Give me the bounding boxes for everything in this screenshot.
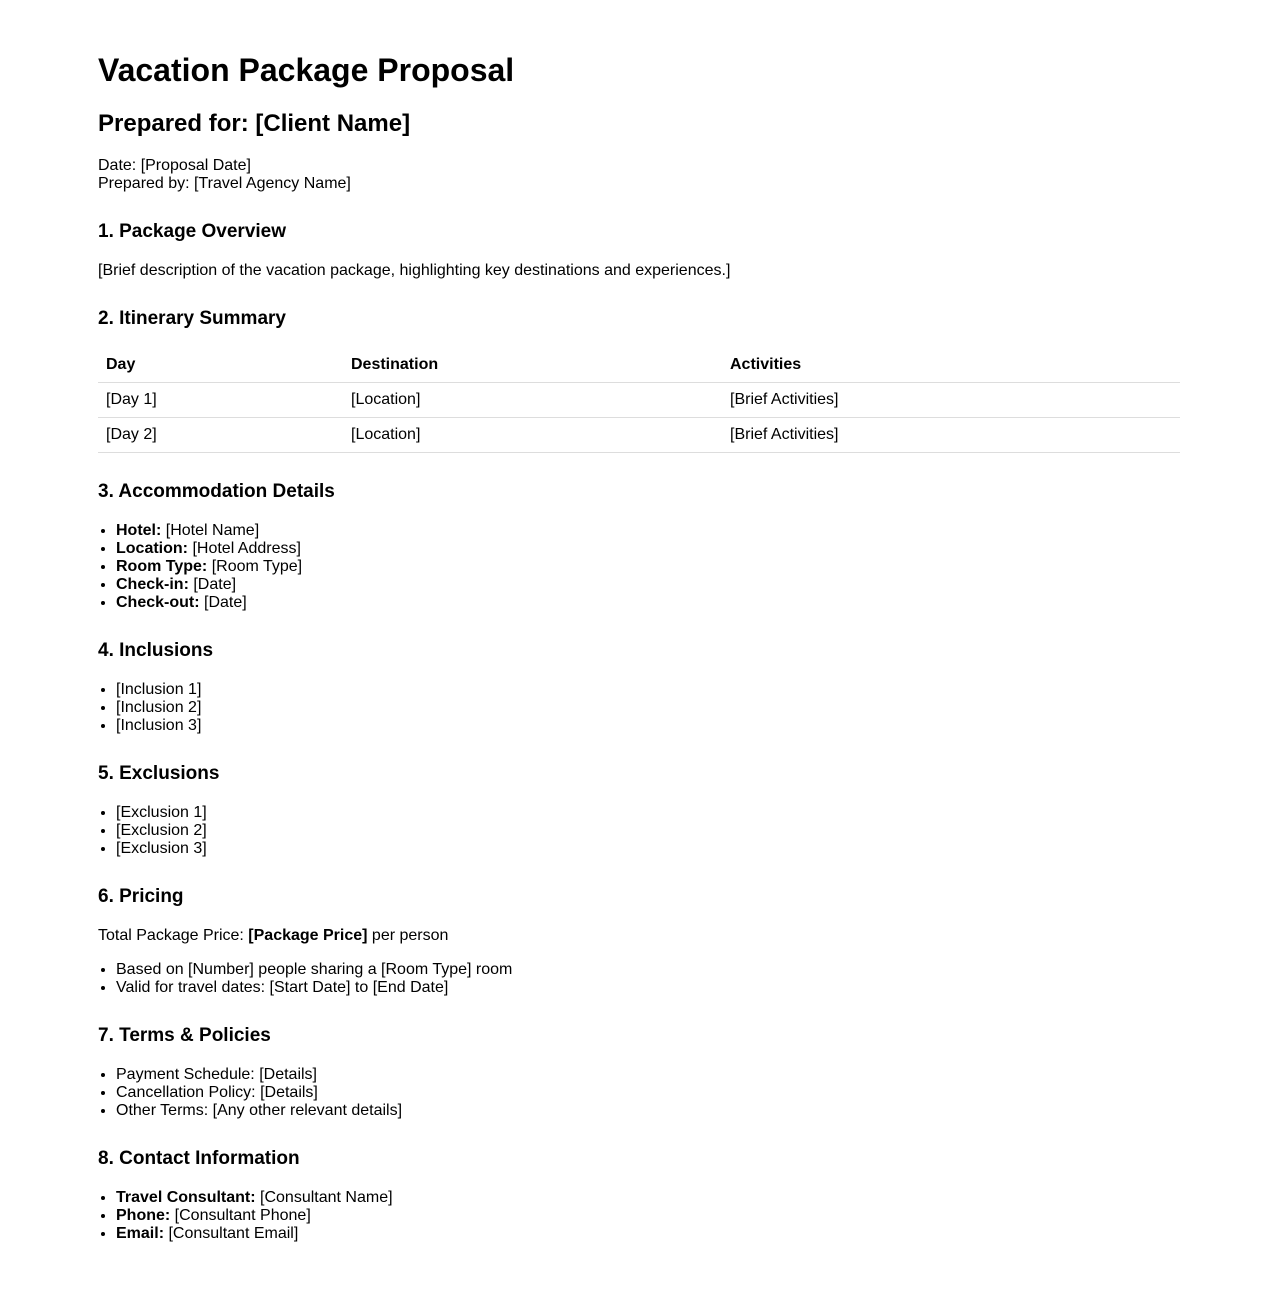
proposal-meta (98, 157, 1180, 193)
table-row (98, 383, 1180, 418)
package-price: [Package Price] (248, 927, 368, 944)
list-item: • [Inclusion 2] (116, 699, 1180, 717)
table-cell: [Location] (343, 383, 722, 418)
list-item: • Payment Schedule: [Details] (116, 1066, 1180, 1084)
table-cell: [Day 2] (98, 418, 343, 453)
item-label: Travel Consultant: (116, 1189, 256, 1206)
list-item (116, 576, 1180, 594)
exclusions-list (98, 804, 1180, 858)
item-value: [Consultant Phone] (170, 1207, 311, 1224)
list-item (116, 1207, 1180, 1225)
list-item: • Based on [Number] people sharing a [Room Type] room (116, 961, 1180, 979)
item-value: [Hotel Address] (188, 540, 301, 557)
column-header: Day (98, 348, 343, 383)
list-item (116, 540, 1180, 558)
table-cell: [Location] (343, 418, 722, 453)
itinerary-table (98, 348, 1180, 453)
list-item: • [Inclusion 3] (116, 717, 1180, 735)
contact-heading: 8. Contact Information (98, 1148, 300, 1169)
pricing-heading: 6. Pricing (98, 886, 184, 907)
pricing-list (98, 961, 1180, 997)
list-item: • Valid for travel dates: [Start Date] to [End Date] (116, 979, 1180, 997)
item-label: Location: (116, 540, 188, 557)
item-value: [Consultant Name] (255, 1189, 393, 1206)
inclusions-list (98, 681, 1180, 735)
item-label: Phone: (116, 1207, 171, 1224)
table-cell: [Brief Activities] (722, 418, 1180, 453)
price-prefix: Total Package Price: (98, 927, 249, 944)
overview-text: [Brief description of the vacation package, highlighting key destinations and experiences.] (98, 262, 731, 279)
column-header: Activities (722, 348, 1180, 383)
overview-heading: 1. Package Overview (98, 221, 287, 242)
list-item (116, 1225, 1180, 1243)
item-label: Check-out: (116, 594, 200, 611)
client-subtitle: Prepared for: [Client Name] (98, 110, 411, 137)
list-item (116, 558, 1180, 576)
list-item: • [Exclusion 2] (116, 822, 1180, 840)
item-value: [Date] (199, 594, 247, 611)
page-title: Vacation Package Proposal (98, 52, 515, 88)
item-label: Check-in: (116, 576, 189, 593)
inclusions-heading: 4. Inclusions (98, 640, 214, 661)
table-row (98, 418, 1180, 453)
table-cell: [Day 1] (98, 383, 343, 418)
list-item: • [Inclusion 1] (116, 681, 1180, 699)
total-price (98, 927, 1180, 945)
item-value: [Consultant Email] (164, 1225, 299, 1242)
item-label: Room Type: (116, 558, 208, 575)
list-item: • [Exclusion 3] (116, 840, 1180, 858)
accommodation-list (98, 522, 1180, 612)
item-label: Hotel: (116, 522, 162, 539)
item-value: [Room Type] (207, 558, 303, 575)
list-item: • Other Terms: [Any other relevant details] (116, 1102, 1180, 1120)
terms-list (98, 1066, 1180, 1120)
item-label: Email: (116, 1225, 165, 1242)
table-cell: [Brief Activities] (722, 383, 1180, 418)
terms-heading: 7. Terms & Policies (98, 1025, 271, 1046)
list-item (116, 594, 1180, 612)
accommodation-heading: 3. Accommodation Details (98, 481, 335, 502)
proposal-date: Date: [Proposal Date] (98, 157, 251, 174)
list-item: • [Exclusion 1] (116, 804, 1180, 822)
prepared-by: Prepared by: [Travel Agency Name] (98, 175, 351, 192)
price-suffix: per person (367, 927, 449, 944)
item-value: [Hotel Name] (161, 522, 260, 539)
contact-list (98, 1189, 1180, 1243)
list-item (116, 1189, 1180, 1207)
table-header-row (98, 348, 1180, 383)
item-value: [Date] (188, 576, 237, 593)
column-header: Destination (343, 348, 722, 383)
itinerary-heading: 2. Itinerary Summary (98, 308, 286, 329)
list-item: • Cancellation Policy: [Details] (116, 1084, 1180, 1102)
list-item (116, 522, 1180, 540)
exclusions-heading: 5. Exclusions (98, 763, 220, 784)
